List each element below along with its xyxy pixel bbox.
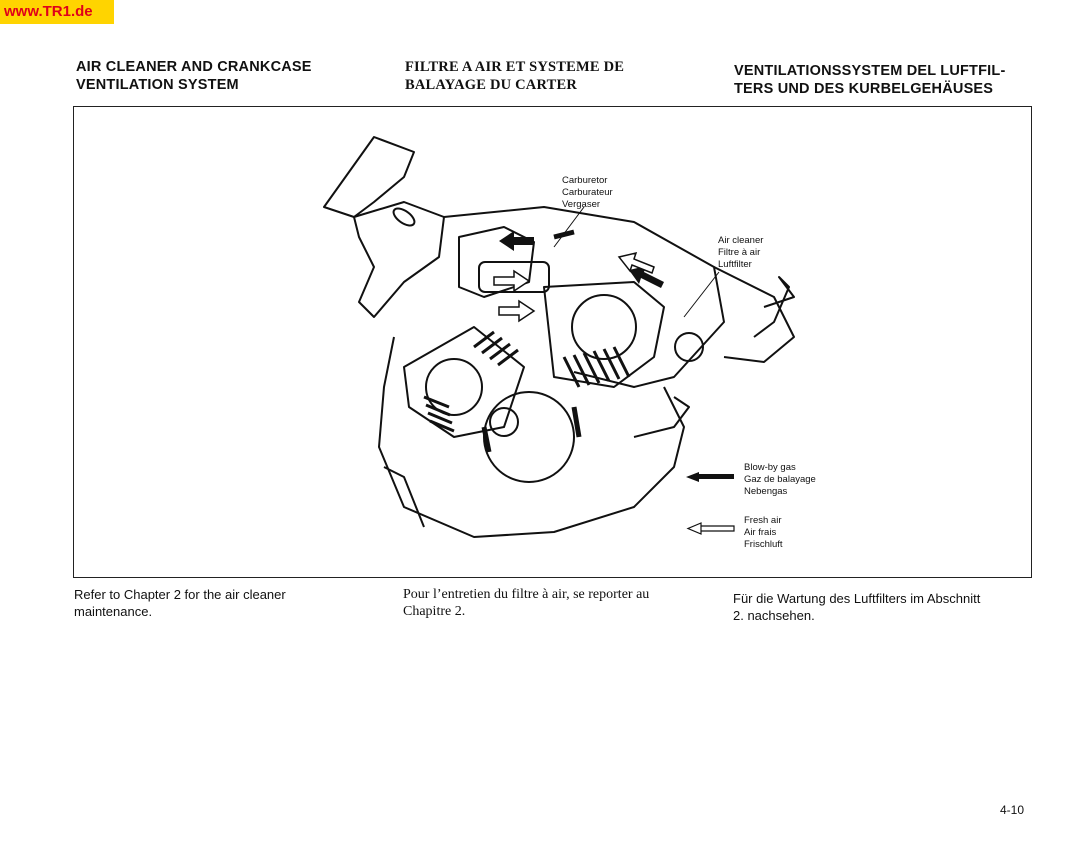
fresh-air-arrow — [499, 301, 534, 321]
heading-french: FILTRE A AIR ET SYSTEME DE BALAYAGE DU CARTER — [405, 59, 625, 93]
fresh-air-arrows-diagram — [494, 253, 654, 321]
intake-duct — [354, 202, 444, 317]
intake-snorkel — [324, 137, 414, 217]
body-english: Refer to Chapter 2 for the air cleaner maintenance. — [74, 587, 286, 619]
site-watermark[interactable]: www.TR1.de — [0, 0, 114, 24]
crankshaft — [484, 392, 574, 482]
legend-fresh-air-label: Fresh air Air frais Frischluft — [744, 515, 783, 550]
front-cylinder — [404, 327, 524, 437]
air-cleaner-label: Air cleaner Filtre à air Luftfilter — [718, 235, 764, 270]
air-cleaner-circle — [675, 333, 703, 361]
air-filter-element — [754, 277, 794, 337]
engine-cutaway-illustration — [74, 107, 1031, 577]
air-cleaner-leader-line — [684, 272, 719, 317]
carburetor-label: Carburetor Carburateur Vergaser — [562, 175, 613, 210]
body-german: Für die Wartung des Luftfilters im Abschnitt 2. nachsehen. — [733, 591, 981, 623]
legend-blowby-arrow-icon — [686, 472, 734, 482]
body-french: Pour l’entretien du filtre à air, se reporter au Chapitre 2. — [403, 587, 650, 619]
legend-fresh-air-arrow-icon — [688, 523, 734, 534]
legend-blowby-label: Blow-by gas Gaz de balayage Nebengas — [744, 462, 816, 497]
engine-diagram-figure — [73, 106, 1032, 578]
page-number: 4-10 — [1000, 803, 1025, 817]
heading-english: AIR CLEANER AND CRANKCASE VENTILATION SYSTEM — [76, 59, 312, 93]
heading-german: VENTILATIONSSYSTEM DEL LUFTFIL- TERS UND DES KURBELGEHÄUSES — [734, 63, 1006, 97]
crankcase — [379, 337, 684, 537]
carburetor-leader-line — [554, 207, 584, 247]
